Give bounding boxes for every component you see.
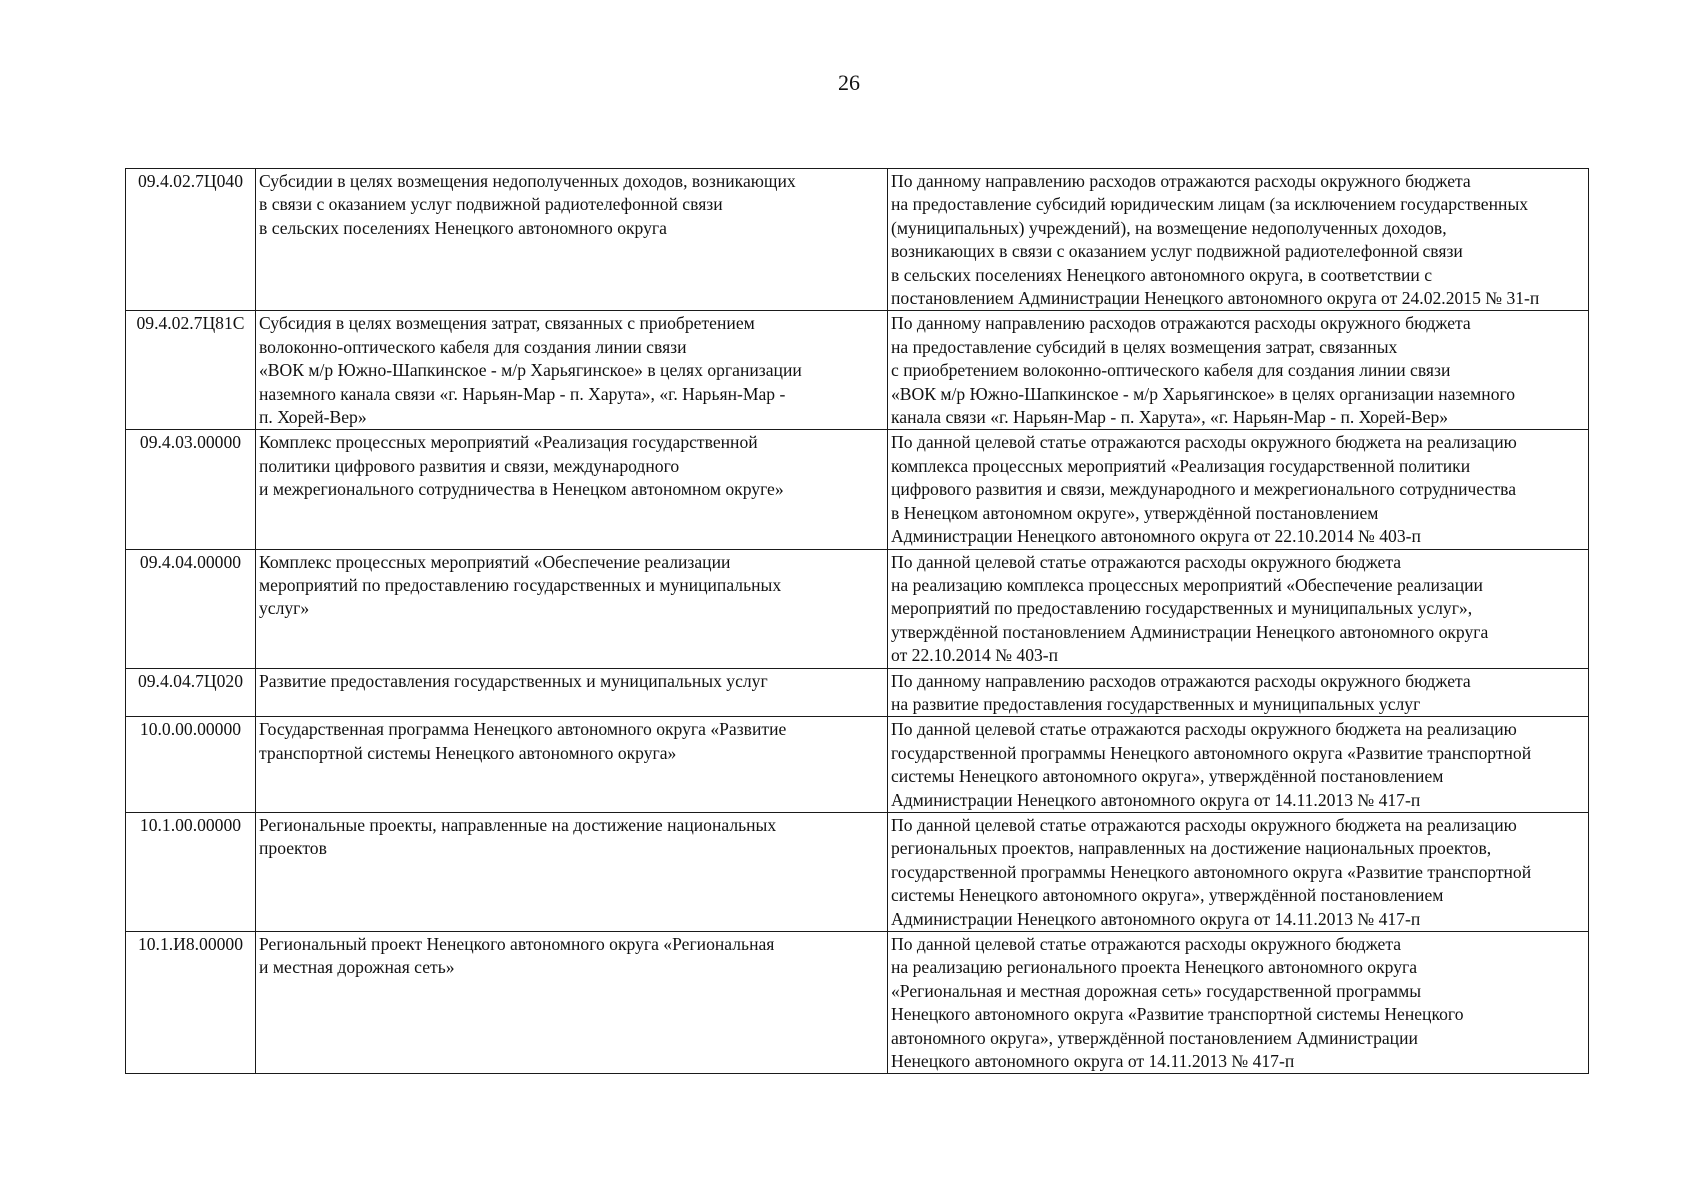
row-name-line: проектов: [259, 838, 327, 859]
row-name-line: в сельских поселениях Ненецкого автономного округа: [259, 217, 667, 238]
row-code: 09.4.04.00000: [139, 551, 242, 572]
row-description-line: на реализацию комплекса процессных мероприятий «Обеспечение реализации: [891, 574, 1483, 595]
row-code: 10.1.И8.00000: [137, 934, 244, 954]
row-name-cell: [256, 169, 888, 311]
table-row: [126, 668, 1589, 717]
row-description-line: от 22.10.2014 № 403-п: [891, 645, 1059, 666]
row-description-cell: [888, 668, 1589, 717]
row-name-cell: [256, 717, 888, 813]
row-description-line: на предоставление субсидий в целях возмещения затрат, связанных: [891, 336, 1398, 357]
row-name-cell: [256, 549, 888, 668]
row-description-cell: [888, 812, 1589, 931]
row-name-line: волоконно-оптического кабеля для создания линии связи: [259, 336, 687, 357]
row-name-line: Региональные проекты, направленные на достижение национальных: [259, 814, 777, 835]
table-row: [126, 311, 1589, 430]
row-name-line: в связи с оказанием услуг подвижной радиотелефонной связи: [259, 194, 723, 215]
row-description-line: в сельских поселениях Ненецкого автономного округа, в соответствии с: [891, 264, 1433, 285]
row-description-line: Администрации Ненецкого автономного округа от 14.11.2013 № 417-п: [891, 908, 1421, 929]
row-description-line: государственной программы Ненецкого автономного округа «Развитие транспортной: [891, 742, 1532, 763]
row-description-line: с приобретением волоконно-оптического кабеля для создания линии связи: [891, 360, 1451, 381]
row-description-line: По данному направлению расходов отражаются расходы окружного бюджета: [891, 313, 1471, 334]
row-name-cell: [256, 812, 888, 931]
row-name-cell: [256, 311, 888, 430]
row-description-line: По данному направлению расходов отражаются расходы окружного бюджета: [891, 171, 1471, 191]
row-code-cell: [126, 932, 256, 1074]
row-description-line: комплекса процессных мероприятий «Реализация государственной политики: [891, 455, 1471, 476]
row-name-line: Комплекс процессных мероприятий «Реализация государственной: [259, 432, 758, 453]
row-code: 10.1.00.00000: [139, 814, 242, 835]
row-description-cell: [888, 549, 1589, 668]
row-description-line: По данной целевой статье отражаются расходы окружного бюджета на реализацию: [891, 432, 1517, 453]
row-code-cell: [126, 430, 256, 549]
row-name-line: политики цифрового развития и связи, международного: [259, 455, 680, 476]
row-description-line: (муниципальных) учреждений), на возмещение недополученных доходов,: [891, 217, 1447, 238]
row-code-cell: [126, 549, 256, 668]
row-name-line: «ВОК м/р Южно-Шапкинское - м/р Харьягинское» в целях организации: [259, 360, 802, 381]
row-description-line: региональных проектов, направленных на достижение национальных проектов,: [891, 838, 1492, 859]
budget-classification-table: [125, 168, 1589, 1074]
row-name-line: транспортной системы Ненецкого автономного округа»: [259, 742, 677, 763]
table-row: [126, 549, 1589, 668]
row-description-cell: [888, 932, 1589, 1074]
row-code: 09.4.04.7Ц020: [137, 670, 244, 691]
table-row: [126, 717, 1589, 813]
row-description-line: постановлением Администрации Ненецкого автономного округа от 24.02.2015 № 31-п: [891, 288, 1540, 309]
row-description-line: утверждённой постановлением Администрации Ненецкого автономного округа: [891, 621, 1489, 642]
row-description-line: мероприятий по предоставлению государственных и муниципальных услуг»,: [891, 598, 1473, 619]
row-name-line: услуг»: [259, 598, 310, 619]
row-name-line: Развитие предоставления государственных и муниципальных услуг: [259, 670, 768, 691]
table-row: [126, 169, 1589, 311]
row-name-line: и местная дорожная сеть»: [259, 957, 455, 978]
row-description-cell: [888, 430, 1589, 549]
row-description-line: «ВОК м/р Южно-Шапкинское - м/р Харьягинское» в целях организации наземного: [891, 383, 1516, 404]
row-description-line: Администрации Ненецкого автономного округа от 14.11.2013 № 417-п: [891, 789, 1421, 810]
row-name-line: Региональный проект Ненецкого автономного округа «Региональная: [259, 934, 775, 954]
row-name-line: Субсидия в целях возмещения затрат, связанных с приобретением: [259, 313, 755, 334]
row-description-line: автономного округа», утверждённой постановлением Администрации: [891, 1027, 1418, 1048]
row-description-line: По данной целевой статье отражаются расходы окружного бюджета на реализацию: [891, 719, 1517, 740]
row-description-line: на реализацию регионального проекта Ненецкого автономного округа: [891, 957, 1418, 978]
row-description-line: системы Ненецкого автономного округа», утверждённой постановлением: [891, 885, 1444, 906]
row-code: 10.0.00.00000: [139, 719, 242, 740]
row-description-cell: [888, 311, 1589, 430]
row-code: 09.4.02.7Ц81С: [136, 313, 245, 334]
row-description-line: Ненецкого автономного округа «Развитие транспортной системы Ненецкого: [891, 1004, 1464, 1025]
row-name-line: наземного канала связи «г. Нарьян-Мар - п. Харута», «г. Нарьян-Мар -: [259, 383, 786, 404]
row-name-cell: [256, 668, 888, 717]
table-row: [126, 932, 1589, 1074]
row-code-cell: [126, 717, 256, 813]
row-description-line: возникающих в связи с оказанием услуг подвижной радиотелефонной связи: [891, 241, 1463, 262]
row-name-line: мероприятий по предоставлению государственных и муниципальных: [259, 574, 782, 595]
row-description-line: По данному направлению расходов отражаются расходы окружного бюджета: [891, 670, 1471, 691]
row-code: 09.4.02.7Ц040: [137, 171, 244, 191]
row-description-line: канала связи «г. Нарьян-Мар - п. Харута», «г. Нарьян-Мар - п. Хорей-Вер»: [891, 407, 1449, 428]
row-description-line: в Ненецком автономном округе», утверждённой постановлением: [891, 502, 1379, 523]
row-name-line: п. Хорей-Вер»: [259, 407, 367, 428]
row-code-cell: [126, 668, 256, 717]
row-description-line: цифрового развития и связи, международного и межрегионального сотрудничества: [891, 479, 1517, 500]
row-description-line: Ненецкого автономного округа от 14.11.2013 № 417-п: [891, 1051, 1295, 1072]
row-description-line: Администрации Ненецкого автономного округа от 22.10.2014 № 403-п: [891, 526, 1421, 547]
row-code-cell: [126, 311, 256, 430]
table-row: [126, 812, 1589, 931]
row-name-line: Субсидии в целях возмещения недополученных доходов, возникающих: [259, 171, 796, 191]
row-name-line: Комплекс процессных мероприятий «Обеспечение реализации: [259, 551, 731, 572]
row-name-cell: [256, 932, 888, 1074]
row-description-cell: [888, 169, 1589, 311]
table-row: [126, 430, 1589, 549]
row-description-line: По данной целевой статье отражаются расходы окружного бюджета: [891, 934, 1402, 954]
row-description-cell: [888, 717, 1589, 813]
row-description-line: «Региональная и местная дорожная сеть» государственной программы: [891, 980, 1422, 1001]
row-name-line: Государственная программа Ненецкого автономного округа «Развитие: [259, 719, 787, 740]
row-name-line: и межрегионального сотрудничества в Ненецком автономном округе»: [259, 479, 784, 500]
row-name-cell: [256, 430, 888, 549]
row-description-line: на развитие предоставления государственных и муниципальных услуг: [891, 693, 1421, 714]
row-description-line: По данной целевой статье отражаются расходы окружного бюджета: [891, 551, 1402, 572]
page-number: 26: [838, 70, 860, 95]
row-description-line: государственной программы Ненецкого автономного округа «Развитие транспортной: [891, 861, 1532, 882]
row-code-cell: [126, 169, 256, 311]
table-body: [126, 169, 1589, 1074]
row-description-line: на предоставление субсидий юридическим лицам (за исключением государственных: [891, 194, 1529, 215]
row-code-cell: [126, 812, 256, 931]
row-description-line: системы Ненецкого автономного округа», утверждённой постановлением: [891, 766, 1444, 787]
row-code: 09.4.03.00000: [139, 432, 242, 453]
row-description-line: По данной целевой статье отражаются расходы окружного бюджета на реализацию: [891, 814, 1517, 835]
